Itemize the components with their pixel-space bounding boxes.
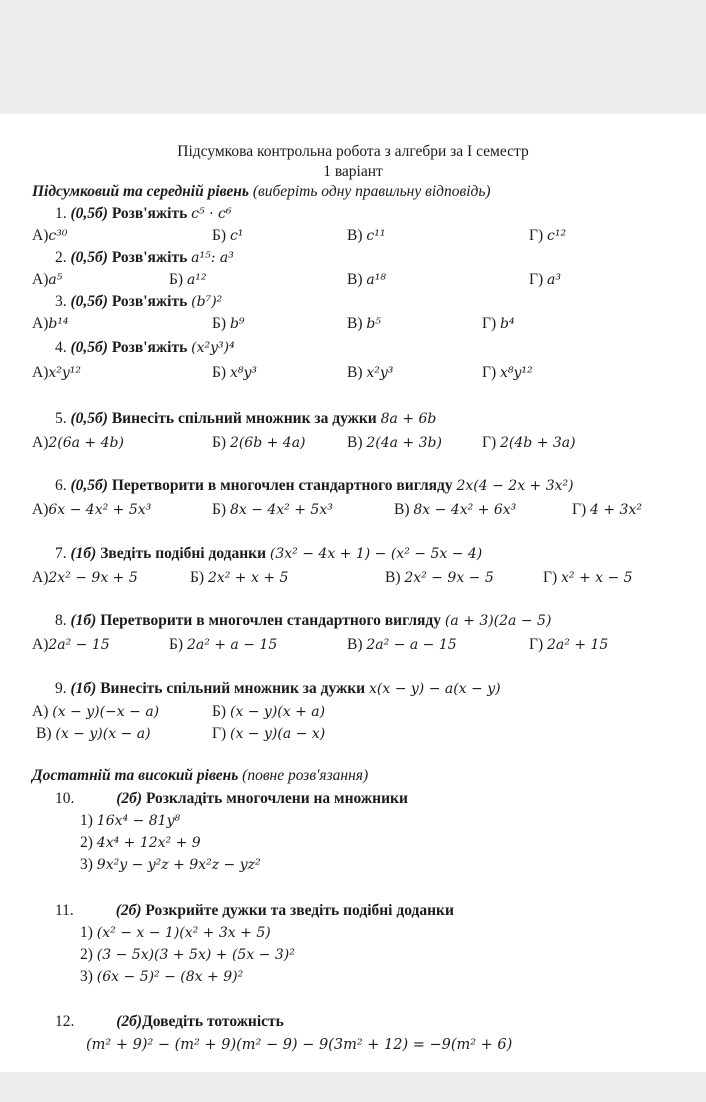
section2-heading bbox=[32, 767, 368, 785]
answer-b: Б) c¹ bbox=[212, 227, 244, 244]
question-12: 12. (2б)Доведіть тотожність bbox=[55, 1013, 284, 1030]
answer-v: В) c¹¹ bbox=[347, 227, 386, 244]
worksheet-page bbox=[0, 114, 706, 1072]
answer-a: А)a⁵ bbox=[32, 271, 63, 288]
section1-title: Підсумковий та середній рівень bbox=[32, 183, 249, 200]
list-item: 3) 9x²y − y²z + 9x²z − yz² bbox=[80, 856, 261, 873]
section1-heading bbox=[32, 183, 491, 201]
answer-b: Б) 8x − 4x² + 5x³ bbox=[212, 501, 333, 518]
answer-v: В) (x − y)(x − a) bbox=[36, 725, 151, 742]
page-title: Підсумкова контрольна робота з алгебри за I семестр bbox=[177, 143, 529, 160]
answer-a: А)x²y¹² bbox=[32, 364, 82, 381]
question-2: 2. (0,5б) Розв'яжіть a¹⁵: a³ bbox=[55, 249, 234, 266]
list-item: 1) 16x⁴ − 81y⁸ bbox=[80, 812, 181, 829]
answer-g: Г) a³ bbox=[529, 271, 561, 288]
section2-title: Достатній та високий рівень bbox=[32, 767, 239, 784]
answer-b: Б) b⁹ bbox=[212, 315, 245, 332]
question-10: 10. (2б) Розкладіть многочлени на множники bbox=[55, 790, 408, 807]
answer-v: В) x²y³ bbox=[347, 364, 394, 381]
answer-v: В) 2(4a + 3b) bbox=[347, 434, 442, 451]
question-text: Розв'яжіть bbox=[111, 205, 188, 222]
answer-g: Г) 2a² + 15 bbox=[529, 636, 609, 653]
answer-b: Б) x⁸y³ bbox=[212, 364, 257, 381]
points: (0,5б) bbox=[70, 205, 108, 222]
list-item: 2) (3 − 5x)(3 + 5x) + (5x − 3)² bbox=[80, 946, 295, 963]
question-8: 8. (1б) Перетворити в многочлен стандартного вигляду (a + 3)(2a − 5) bbox=[55, 612, 552, 629]
answer-a: А)c³⁰ bbox=[32, 227, 68, 244]
question-1 bbox=[55, 205, 231, 223]
answer-b: Б) 2(6b + 4a) bbox=[212, 434, 306, 451]
question-3: 3. (0,5б) Розв'яжіть (b⁷)² bbox=[55, 293, 223, 310]
list-item: 3) (6x − 5)² − (8x + 9)² bbox=[80, 968, 244, 985]
answer-b: Б) a¹² bbox=[169, 271, 207, 288]
list-item: 2) 4x⁴ + 12x² + 9 bbox=[80, 834, 201, 851]
answer-g: Г) x² + x − 5 bbox=[543, 569, 633, 586]
answer-a: А)2(6a + 4b) bbox=[32, 434, 124, 451]
answer-v: В) 2a² − a − 15 bbox=[347, 636, 457, 653]
variant-label: 1 варіант bbox=[323, 163, 383, 180]
section2-note: (повне розв'язання) bbox=[242, 767, 369, 784]
answer-a: А) (x − y)(−x − a) bbox=[32, 703, 160, 720]
answer-a: А)2x² − 9x + 5 bbox=[32, 569, 138, 586]
question-expression: c⁵ · c⁶ bbox=[191, 206, 232, 222]
answer-g: Г) 2(4b + 3a) bbox=[482, 434, 576, 451]
answer-a: А)b¹⁴ bbox=[32, 315, 69, 332]
answer-b: Б) 2a² + a − 15 bbox=[169, 636, 278, 653]
question-number: 1. bbox=[55, 205, 67, 222]
answer-v: В) 8x − 4x² + 6x³ bbox=[394, 501, 517, 518]
answer-a: А)2a² − 15 bbox=[32, 636, 110, 653]
answer-v: В) 2x² − 9x − 5 bbox=[385, 569, 494, 586]
answer-g: Г) 4 + 3x² bbox=[572, 501, 642, 518]
answer-g: Г) x⁸y¹² bbox=[482, 364, 533, 381]
answer-g: Г) c¹² bbox=[529, 227, 567, 244]
answer-g: Г) b⁴ bbox=[482, 315, 515, 332]
answer-g: Г) (x − y)(a − x) bbox=[212, 725, 326, 742]
answer-b: Б) (x − y)(x + a) bbox=[212, 703, 326, 720]
question-5: 5. (0,5б) Винесіть спільний множник за дужки 8a + 6b bbox=[55, 410, 437, 427]
answer-v: В) a¹⁸ bbox=[347, 271, 386, 288]
question-4: 4. (0,5б) Розв'яжіть (x²y³)⁴ bbox=[55, 339, 235, 356]
list-item: 1) (x² − x − 1)(x² + 3x + 5) bbox=[80, 924, 271, 941]
question-7: 7. (1б) Зведіть подібні доданки (3x² − 4x + 1) − (x² − 5x − 4) bbox=[55, 545, 483, 562]
answer-b: Б) 2x² + x + 5 bbox=[190, 569, 289, 586]
question-11: 11. (2б) Розкрийте дужки та зведіть подібні доданки bbox=[55, 902, 454, 919]
question-6: 6. (0,5б) Перетворити в многочлен стандартного вигляду 2x(4 − 2x + 3x²) bbox=[55, 477, 574, 494]
section1-note: (виберіть одну правильну відповідь) bbox=[252, 183, 491, 200]
answer-v: В) b⁵ bbox=[347, 315, 381, 332]
question-9: 9. (1б) Винесіть спільний множник за дужки x(x − y) − a(x − y) bbox=[55, 680, 501, 697]
answer-a: А)6x − 4x² + 5x³ bbox=[32, 501, 152, 518]
identity-expression: (m² + 9)² − (m² + 9)(m² − 9) − 9(3m² + 12) = −9(m² + 6) bbox=[86, 1037, 513, 1053]
